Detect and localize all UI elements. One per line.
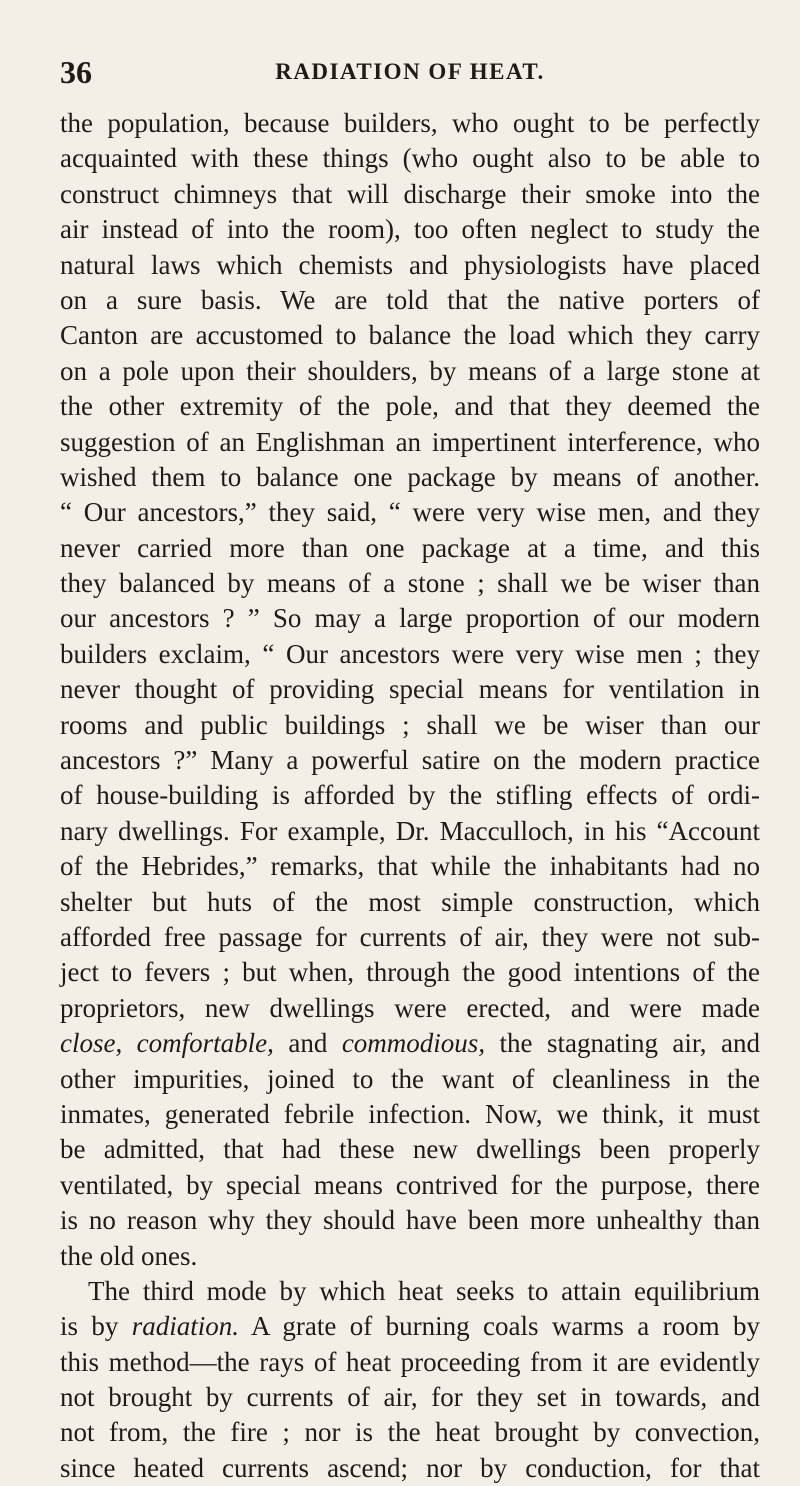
line-text: acquainted with these things (who ought also to be able to: [60, 143, 760, 174]
line-text: The third mode by which heat seeks to attain equilibrium: [88, 1275, 760, 1306]
line-text: never carried more than one package at a time, and this: [60, 532, 760, 563]
text-line: [60, 920, 760, 955]
text-line: [60, 1239, 760, 1274]
body-text: [60, 106, 760, 1486]
line-text: is by: [60, 1311, 132, 1342]
text-line: [60, 1097, 760, 1132]
line-text: not brought by currents of air, for they set in towards, and: [60, 1382, 760, 1413]
text-line: [60, 460, 760, 495]
text-line: [60, 601, 760, 636]
italic-text: radiation.: [131, 1311, 240, 1342]
text-line: [60, 212, 760, 247]
text-line: [60, 885, 760, 920]
line-text: on a pole upon their shoulders, by means of a large stone at: [60, 355, 760, 386]
text-line: [60, 1451, 760, 1486]
line-text: construct chimneys that will discharge their smoke into the: [60, 178, 760, 209]
text-line: [60, 1415, 760, 1450]
text-line: [60, 106, 760, 141]
text-line: [60, 1132, 760, 1167]
line-text: ancestors ?” Many a powerful satire on the modern practice: [60, 745, 760, 776]
text-line: [60, 1345, 760, 1380]
line-text: builders exclaim, “ Our ancestors were very wise men ; they: [60, 638, 760, 669]
line-text: on a sure basis. We are told that the native porters of: [60, 284, 760, 315]
line-text: they balanced by means of a stone ; shall we be wiser than: [60, 568, 760, 599]
text-line: [60, 531, 760, 566]
text-line: [60, 743, 760, 778]
text-line: [60, 708, 760, 743]
line-text: afforded free passage for currents of air, they were not sub-: [60, 921, 760, 952]
text-line: [60, 849, 760, 884]
text-line: [60, 177, 760, 212]
text-line: [60, 566, 760, 601]
line-text: wished them to balance one package by means of another.: [60, 461, 760, 492]
text-line: [60, 283, 760, 318]
line-text: this method—the rays of heat proceeding from it are evidently: [60, 1346, 760, 1377]
text-line: [60, 1168, 760, 1203]
page-number: 36: [60, 54, 92, 90]
line-text: “ Our ancestors,” they said, “ were very wise men, and they: [60, 497, 760, 528]
line-text: not from, the fire ; nor is the heat brought by convection,: [60, 1417, 760, 1448]
line-text: ject to fevers ; but when, through the good intentions of the: [60, 957, 760, 988]
text-line: [60, 318, 760, 353]
text-line: [60, 778, 760, 813]
text-line: [60, 425, 760, 460]
text-line: [60, 814, 760, 849]
text-line: [60, 991, 760, 1026]
text-line: [60, 354, 760, 389]
line-text: since heated currents ascend; nor by conduction, for that: [60, 1452, 760, 1483]
line-text: A grate of burning coals warms a room by: [239, 1311, 760, 1342]
line-text: the stagnating air, and: [485, 1028, 760, 1059]
line-text: the old ones.: [60, 1240, 198, 1271]
line-text: of house-building is afforded by the stifling effects of ordi-: [60, 780, 760, 811]
text-line: [60, 389, 760, 424]
line-text: Canton are accustomed to balance the load which they carry: [60, 320, 760, 351]
italic-text: commodious,: [341, 1028, 486, 1059]
line-text: the population, because builders, who ought to be perfectly: [60, 108, 760, 138]
line-text: be admitted, that had these new dwellings been properly: [60, 1134, 760, 1165]
italic-text: close, comfortable,: [60, 1028, 274, 1059]
line-text: of the Hebrides,” remarks, that while the inhabitants had no: [60, 851, 760, 882]
line-text: and: [273, 1028, 342, 1059]
line-text: is no reason why they should have been more unhealthy than: [60, 1205, 760, 1236]
text-line: [60, 1309, 760, 1344]
line-text: ventilated, by special means contrived for the purpose, there: [60, 1169, 760, 1200]
line-text: other impurities, joined to the want of cleanliness in the: [60, 1063, 760, 1094]
text-line: [60, 1203, 760, 1238]
line-text: inmates, generated febrile infection. Now, we think, it must: [60, 1098, 760, 1129]
text-line: [60, 1274, 760, 1309]
line-text: our ancestors ? ” So may a large proportion of our modern: [60, 603, 760, 634]
line-text: shelter but huts of the most simple construction, which: [60, 886, 760, 917]
line-text: natural laws which chemists and physiologists have placed: [60, 249, 760, 280]
text-line: [60, 1062, 760, 1097]
text-line: [60, 955, 760, 990]
running-title: RADIATION OF HEAT.: [275, 59, 545, 84]
text-line: [60, 248, 760, 283]
line-text: rooms and public buildings ; shall we be wiser than our: [60, 709, 760, 740]
text-line: [60, 495, 760, 530]
line-text: proprietors, new dwellings were erected, and were made: [60, 992, 760, 1023]
page-header: [60, 52, 760, 92]
text-line: [60, 1380, 760, 1415]
line-text: nary dwellings. For example, Dr. Macculloch, in his “Account: [60, 815, 760, 846]
text-line: [60, 637, 760, 672]
text-line: [60, 672, 760, 707]
line-text: the other extremity of the pole, and that they deemed the: [60, 391, 760, 422]
text-line: [60, 1026, 760, 1061]
line-text: never thought of providing special means for ventilation in: [60, 674, 760, 705]
text-line: [60, 141, 760, 176]
line-text: suggestion of an Englishman an impertinent interference, who: [60, 426, 760, 457]
line-text: air instead of into the room), too often neglect to study the: [60, 214, 760, 245]
